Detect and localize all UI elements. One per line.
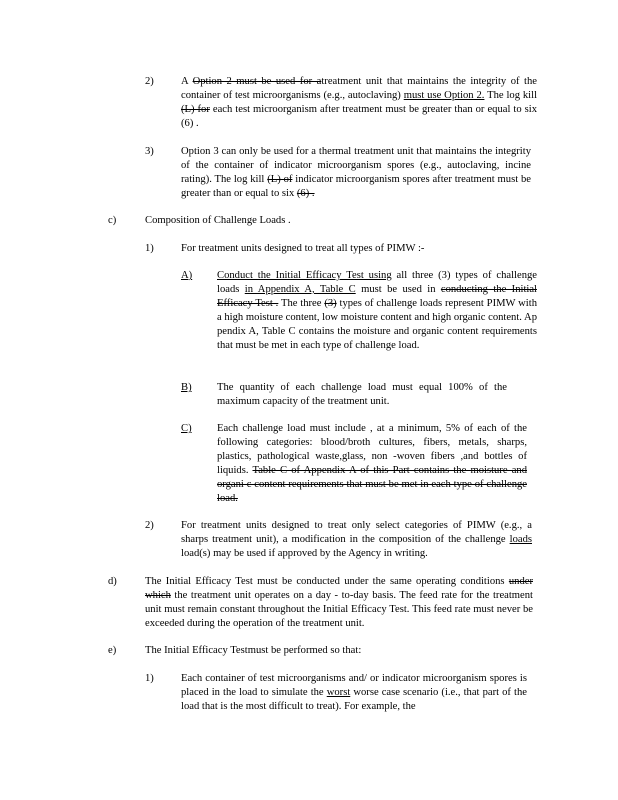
text: For treatment units designed to treat all types of PIMW : (181, 243, 421, 254)
c1A-label: A) (181, 270, 193, 281)
section-e-label: e) (108, 645, 117, 656)
text: The three (278, 298, 325, 309)
text: load(s) may be used if approved by the Agency in writing. (181, 548, 428, 559)
deleted-text: under which (145, 576, 533, 601)
text: each test microorganism after treatment must be greater than or equal to six (6) . (181, 104, 537, 129)
deleted-text: Option 2 must be used for a (192, 76, 322, 87)
inserted-text: worst (326, 687, 351, 698)
deleted-text: (3) (324, 298, 337, 309)
mark: - (420, 243, 425, 254)
c2-label: 2) (145, 520, 154, 531)
e1-paragraph (181, 672, 527, 714)
section-d-paragraph (145, 575, 533, 631)
c1A-paragraph (217, 269, 537, 353)
text: Each challenge load must include , at a minimum, 5% of each of the following categories: blood/broth cultures, fibers, metals, sharps, plastics, pathological waste,glass, non -woven fibers ,and bottles of liquids. (217, 423, 527, 476)
section-d-label: d) (108, 576, 117, 587)
item-3-paragraph (181, 145, 531, 201)
c1-label: 1) (145, 243, 154, 254)
text: indicator microorganism spores after treatment must be greater than or equal to six (181, 174, 531, 199)
text: the treatment unit operates on a day - to-day basis. The feed rate for the treatment unit must remain constant throughout the Initial Efficacy Test. This feed rate must never be exceeded during the operation of the treatment unit. (145, 590, 533, 629)
text: must be used in (355, 284, 441, 295)
section-c-heading: Composition of Challenge Loads . (145, 215, 291, 226)
section-e-heading: The Initial Efficacy Testmust be performed so that: (145, 645, 362, 656)
text: The log kill (484, 90, 538, 101)
item-2-label: 2) (145, 76, 154, 87)
text: For treatment units designed to treat only select categories of PIMW (e.g., a sharps treatment unit), a modification in the composition of the challenge (181, 520, 532, 545)
inserted-text: loads (509, 534, 532, 545)
item-2-paragraph (181, 75, 537, 131)
inserted-text: Conduct the Initial Efficacy Test using (217, 270, 392, 281)
text: Option 3 can only be used for a thermal treatment unit that maintains the integrity of the container of indicator microorganism spores (e.g., autoclaving, incine rating). The log kill (181, 146, 531, 185)
text: worse case scenario (i.e., that part of the load that is the most difficult to treat). For example, the (181, 687, 527, 712)
c2-paragraph (181, 519, 532, 561)
inserted-text: in Appendix A, Table C (244, 284, 356, 295)
deleted-text: (L) for (181, 104, 210, 115)
c1C-paragraph (217, 422, 527, 506)
text: types of challenge loads represent PIMW with a high moisture content, low moisture content and high organic content. Ap pendix A, Table C contains the moisture and organic content requirements that must be met in each type of challenge load. (217, 298, 537, 351)
deleted-text: conducting the Initial Efficacy Test . (217, 284, 537, 309)
e1-label: 1) (145, 673, 154, 684)
deleted-text: (6) . (296, 188, 315, 199)
text: A (181, 76, 193, 87)
c1C-label: C) (181, 423, 192, 434)
c1B-paragraph: The quantity of each challenge load must equal 100% of the maximum capacity of the treatment unit. (217, 382, 507, 407)
text: The Initial Efficacy Test must be conducted under the same operating conditions (145, 576, 509, 587)
c1-paragraph (181, 242, 541, 256)
item-3-label: 3) (145, 146, 154, 157)
text: treatment unit that maintains the integrity of the container of test microorganisms (e.g., autoclaving) (181, 76, 537, 101)
deleted-text: Table C of Appendix A of this Part contains the moisture and organi c content requirements that must be met in each type of challenge load. (217, 465, 527, 504)
deleted-text: (L) of (267, 174, 293, 185)
c1B-label: B) (181, 382, 192, 393)
text: all three (3) types of challenge loads (217, 270, 537, 295)
inserted-text: must use Option 2. (403, 90, 485, 101)
section-c-label: c) (108, 215, 117, 226)
text: Each container of test microorganisms and/ or indicator microorganism spores is placed in the load to simulate the (181, 673, 527, 698)
